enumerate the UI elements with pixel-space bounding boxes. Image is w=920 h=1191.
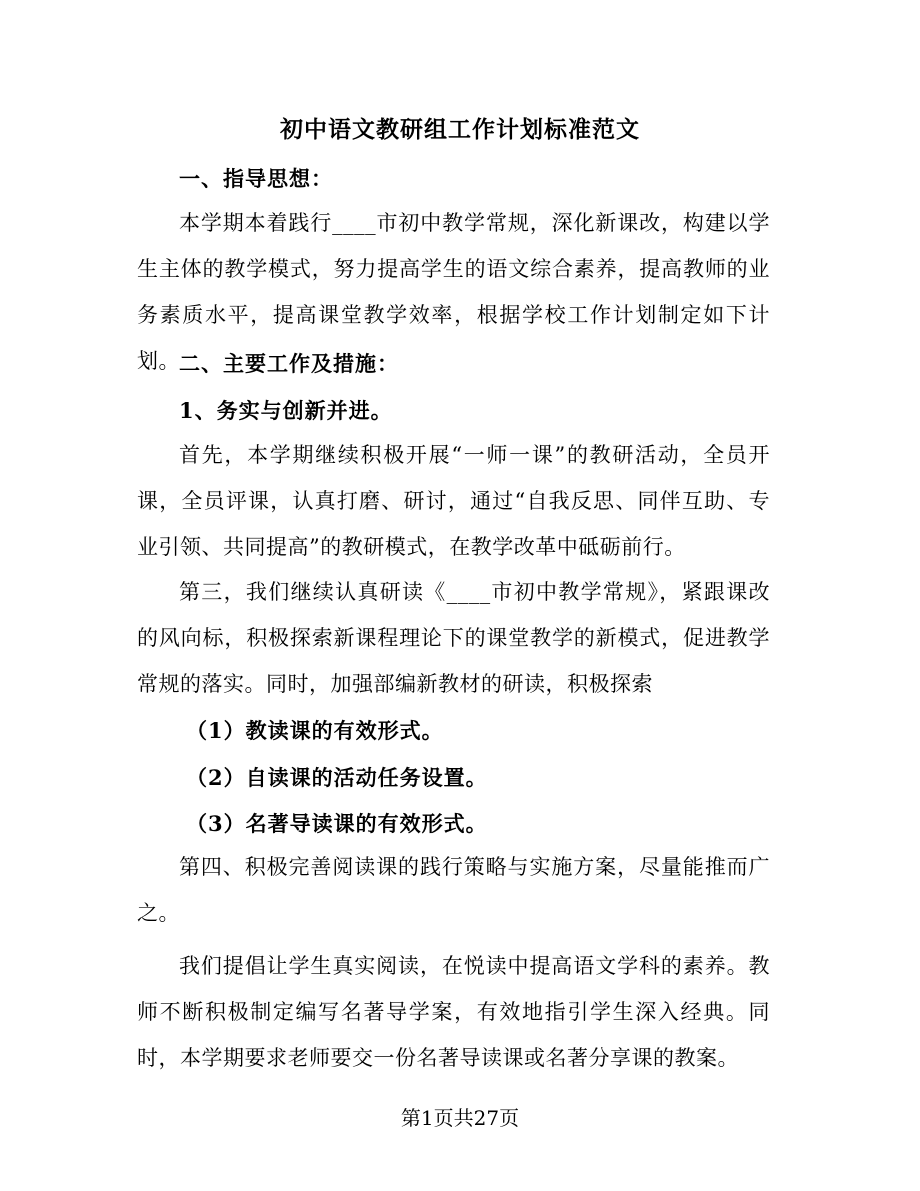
paragraph-first: 首先，本学期继续积极开展“一师一课”的教研活动，全员开课，全员评课，认真打磨、研讨，通过“自我反思、同伴互助、专业引领、共同提高”的教研模式，在教学改革中砥砺前行。 <box>137 443 770 559</box>
subsection-heading-pragmatism-innovation: 1、务实与创新并进。 <box>179 398 393 423</box>
list-item: （3）名著导读课的有效形式。 <box>186 811 488 836</box>
page-indicator: 第1页共27页 <box>400 1106 520 1130</box>
paragraph-third: 第三，我们继续认真研读《____市初中教学常规》，紧跟课改的风向标，积极探索新课程理论下的课堂教学的新模式，促进教学常规的落实。同时，加强部编新教材的研读，积极探索 <box>137 580 770 696</box>
section-heading-guiding-ideology: 一、指导思想： <box>179 166 333 191</box>
section-heading-main-work: 二、主要工作及措施： <box>179 351 399 376</box>
paragraph-fourth: 第四、积极完善阅读课的践行策略与实施方案，尽量能推而广之。 <box>137 855 770 925</box>
list-item: （2）自读课的活动任务设置。 <box>186 765 488 790</box>
list-item: （1）教读课的有效形式。 <box>186 718 444 743</box>
paragraph-reading: 我们提倡让学生真实阅读，在悦读中提高语文学科的素养。教师不断积极制定编写名著导学案，有效地指引学生深入经典。同时，本学期要求老师要交一份名著导读课或名著分享课的教案。 <box>137 954 770 1070</box>
paragraph-guiding-ideology: 本学期本着践行____市初中教学常规，深化新课改，构建以学生主体的教学模式，努力提高学生的语文综合素养，提高教师的业务素质水平，提高课堂教学效率，根据学校工作计划制定如下计划。 <box>137 211 770 373</box>
document-title: 初中语文教研组工作计划标准范文 <box>280 116 640 143</box>
